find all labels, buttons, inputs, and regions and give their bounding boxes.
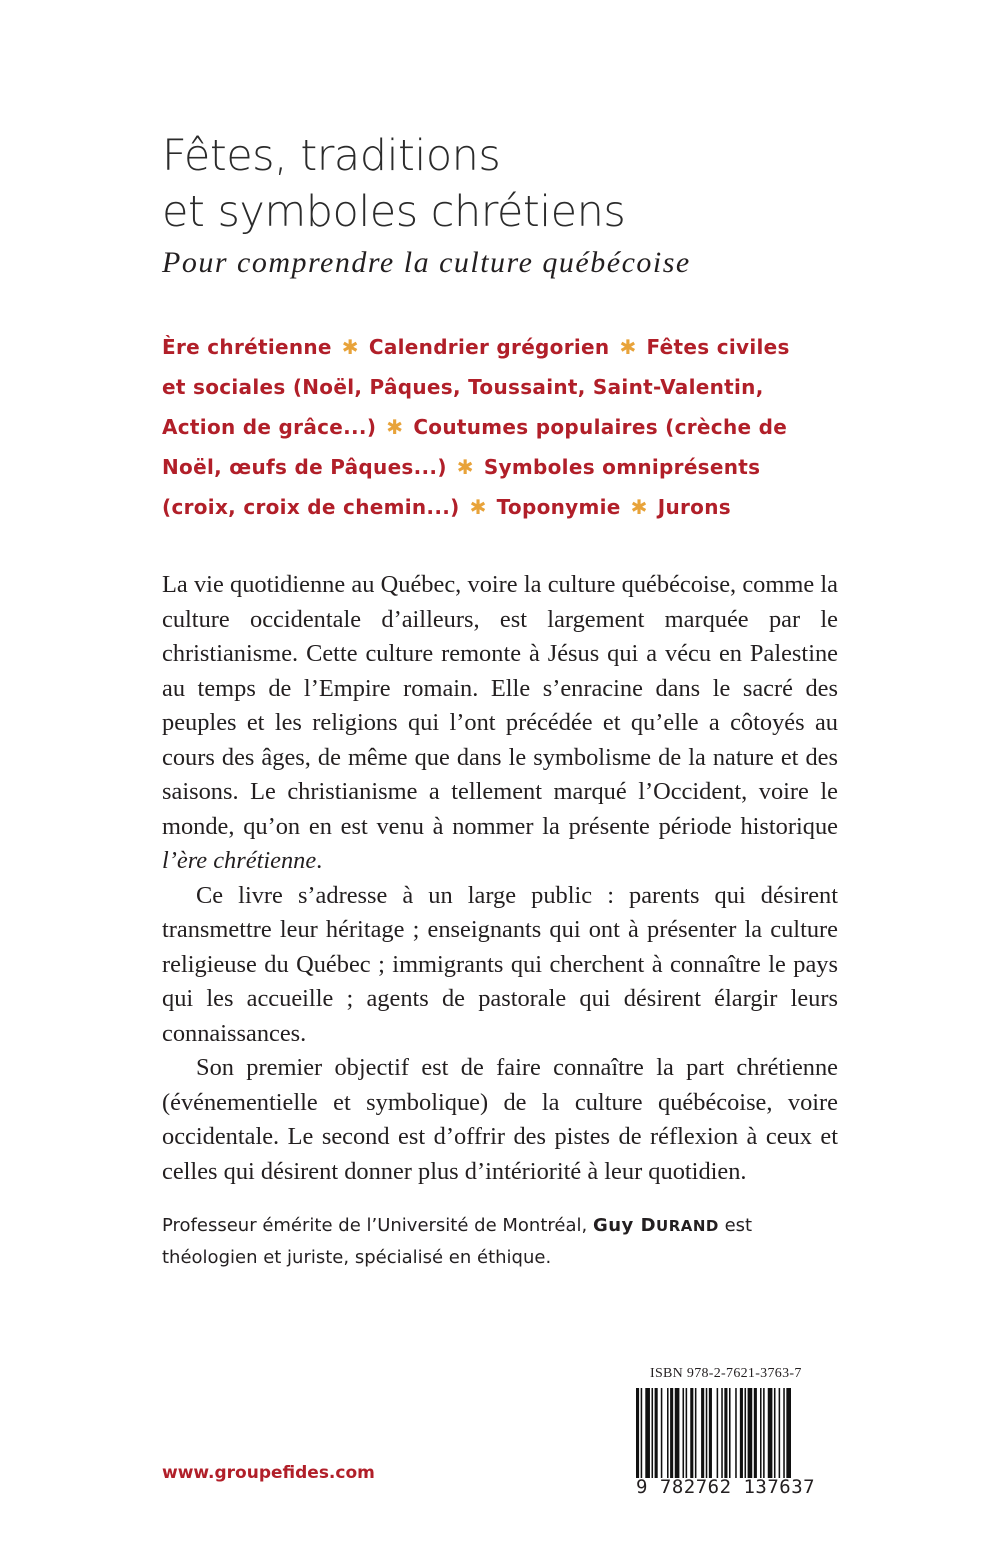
- author-bio-intro: Professeur émérite de l’Université de Montréal,: [162, 1215, 588, 1236]
- topic: Noël, œufs de Pâques...): [162, 455, 447, 479]
- barcode-bar: [645, 1388, 650, 1478]
- barcode-bar: [636, 1388, 639, 1478]
- topics-line: [162, 367, 852, 407]
- italic-term: l’ère chrétienne: [162, 847, 317, 874]
- barcode-bar: [686, 1388, 688, 1478]
- author-name: [593, 1215, 719, 1236]
- topic: Toponymie: [496, 495, 621, 519]
- author-last-rest: URAND: [656, 1217, 719, 1235]
- blurb-paragraph-3: Son premier objectif est de faire connaître la part chrétienne (événementielle et symbolique) de la culture québécoise, voire occidentale. Le second est d’offrir des pistes de réflexion à ceux et celles qui désirent donner plus d’intériorité à leur quotidien.: [162, 1054, 838, 1185]
- barcode-image: [636, 1388, 840, 1478]
- barcode-bar: [763, 1388, 765, 1478]
- topic: Symboles omniprésents: [483, 455, 761, 479]
- title-line-2: et symboles chrétiens: [162, 187, 626, 237]
- paragraph-end: .: [316, 847, 323, 874]
- barcode-bar: [661, 1388, 663, 1478]
- topic: Action de grâce...): [162, 415, 377, 439]
- publisher-website[interactable]: www.groupefides.com: [162, 1463, 375, 1483]
- barcode-bar: [760, 1388, 762, 1478]
- barcode-bar: [754, 1388, 757, 1478]
- asterisk-icon: ✱: [341, 335, 359, 359]
- barcode-bar: [774, 1388, 776, 1478]
- barcode-bar: [652, 1388, 654, 1478]
- topics-list: [162, 327, 852, 527]
- barcode-bar: [735, 1388, 737, 1478]
- barcode-digits: 9 782762 137637: [636, 1476, 816, 1498]
- barcode-bar: [706, 1388, 708, 1478]
- asterisk-icon: ✱: [456, 455, 474, 479]
- topics-line: [162, 327, 852, 367]
- barcode-bar: [768, 1388, 773, 1478]
- topic: Calendrier grégorien: [368, 335, 610, 359]
- barcode-bar: [695, 1388, 697, 1478]
- barcode-bar: [709, 1388, 712, 1478]
- barcode-bar: [641, 1388, 643, 1478]
- author-bio-rest: est théologien et juriste, spécialisé en éthique.: [162, 1215, 753, 1268]
- barcode-bar: [675, 1388, 680, 1478]
- barcode-bar: [683, 1388, 685, 1478]
- book-title: [162, 128, 922, 240]
- blurb: [162, 568, 838, 1189]
- blurb-paragraph-1: [162, 568, 838, 879]
- topics-line: [162, 407, 852, 447]
- barcode-bar: [690, 1388, 693, 1478]
- blurb-paragraph-2: Ce livre s’adresse à un large public : parents qui désirent transmettre leur héritage ; enseignants qui ont à présenter la culture religieuse du Québec ; immigrants qui cherchent à connaître le pays qui les accueille ; agents de pastorale qui désirent élargir leurs connaissances.: [162, 881, 838, 1047]
- barcode-bar: [748, 1388, 753, 1478]
- barcode-bar: [721, 1388, 723, 1478]
- topic: Ère chrétienne: [162, 335, 332, 359]
- asterisk-icon: ✱: [619, 335, 637, 359]
- author-bio: [162, 1210, 852, 1273]
- isbn-label: ISBN 978-2-7621-3763-7: [650, 1366, 802, 1381]
- barcode-bar: [655, 1388, 658, 1478]
- topics-line: [162, 447, 852, 487]
- title-line-1: Fêtes, traditions: [162, 131, 501, 181]
- topic: (croix, croix de chemin...): [162, 495, 460, 519]
- asterisk-icon: ✱: [630, 495, 648, 519]
- barcode-bar: [783, 1388, 785, 1478]
- barcode-bar: [740, 1388, 743, 1478]
- asterisk-icon: ✱: [386, 415, 404, 439]
- barcode-bar: [701, 1388, 704, 1478]
- barcode-bar: [779, 1388, 781, 1478]
- barcode-bar: [729, 1388, 731, 1478]
- author-last-initial: D: [640, 1215, 657, 1236]
- topic: Jurons: [657, 495, 731, 519]
- topic: et sociales (Noël, Pâques, Toussaint, Saint-Valentin,: [162, 375, 764, 399]
- paragraph-text: La vie quotidienne au Québec, voire la culture québécoise, comme la culture occidentale d’ailleurs, est largement marquée par le christianisme. Cette culture remonte à Jésus qui a vécu en Palestine au temps de l’Empire romain. Elle s’enracine dans le sacré des peuples et les religions qui l’ont précédée et qu’elle a côtoyés au cours des âges, de même que dans le symbolisme de la nature et des saisons. Le christianisme a tellement marqué l’Occident, voire le monde, qu’on en est venu à nommer la présente période historique: [162, 571, 838, 840]
- author-first-name: Guy: [592, 1215, 634, 1236]
- barcode-bar: [717, 1388, 719, 1478]
- barcode-bar: [745, 1388, 747, 1478]
- topic: Fêtes civiles: [646, 335, 790, 359]
- book-subtitle: Pour comprendre la culture québécoise: [162, 246, 691, 279]
- barcode-bar: [670, 1388, 673, 1478]
- barcode-bar: [667, 1388, 669, 1478]
- topic: Coutumes populaires (crèche de: [413, 415, 788, 439]
- topics-line: [162, 487, 852, 527]
- asterisk-icon: ✱: [469, 495, 487, 519]
- barcode-bar: [724, 1388, 727, 1478]
- barcode-bar: [786, 1388, 791, 1478]
